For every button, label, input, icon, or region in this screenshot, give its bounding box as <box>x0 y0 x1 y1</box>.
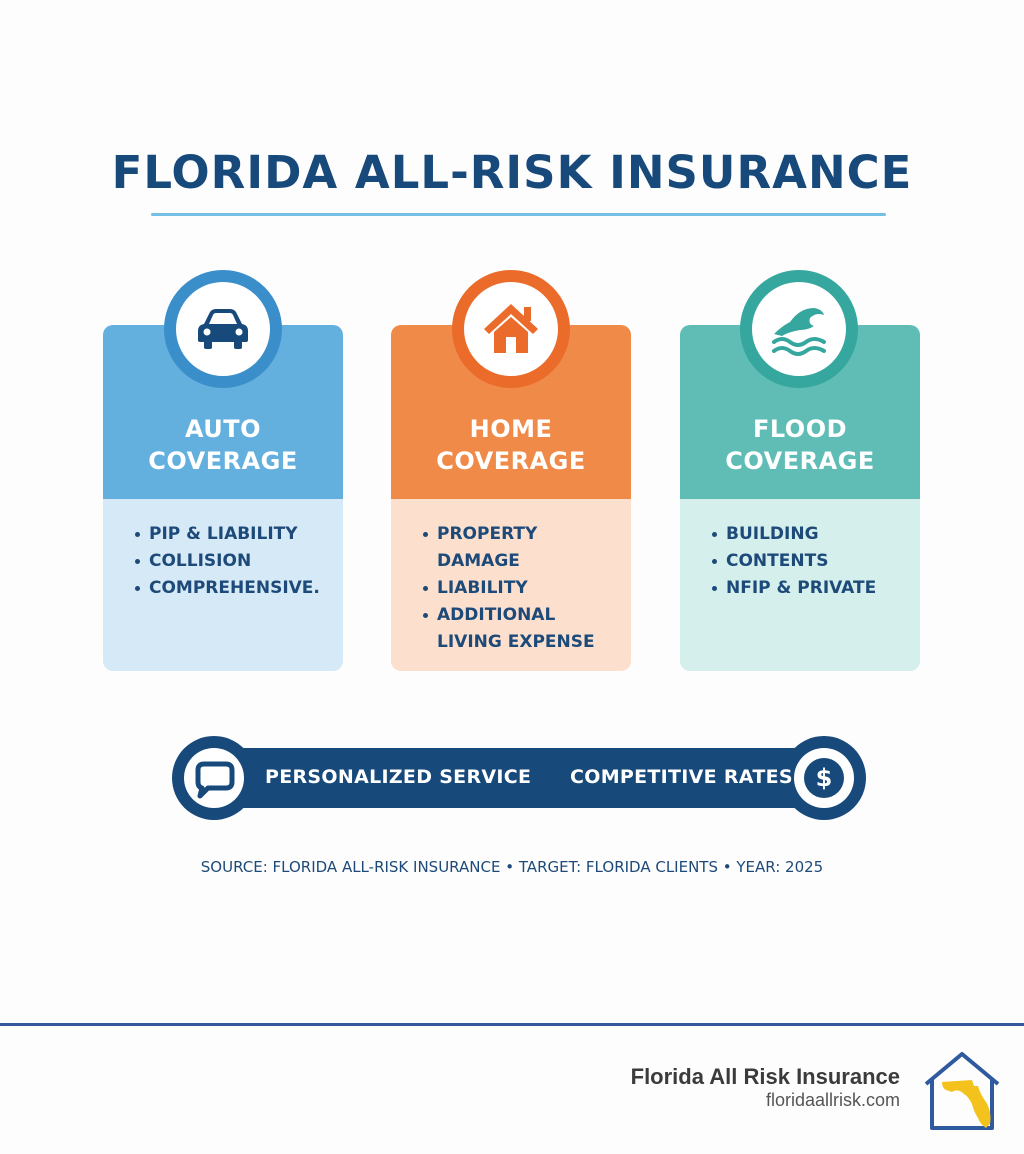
dollar-icon <box>782 736 866 820</box>
title-divider <box>151 213 886 216</box>
house-icon <box>464 282 558 376</box>
wave-icon-badge <box>740 270 858 388</box>
chat-bubble-badge <box>172 736 256 820</box>
dollar-badge <box>782 736 866 820</box>
footer-company-name: Florida All Risk Insurance <box>630 1064 900 1089</box>
home-card-title-line1: HOME <box>469 415 553 443</box>
auto-card-title <box>103 413 343 477</box>
page-title: FLORIDA ALL-RISK INSURANCE <box>111 146 913 199</box>
home-card-title <box>391 413 631 477</box>
list-item: PIP & LIABILITY <box>133 521 333 548</box>
competitive-rates-label: COMPETITIVE RATES <box>570 766 793 788</box>
flood-card-title-line1: FLOOD <box>752 415 848 443</box>
wave-icon <box>752 282 846 376</box>
list-item: PROPERTY DAMAGE <box>421 521 621 575</box>
list-item: COLLISION <box>133 548 333 575</box>
list-item: NFIP & PRIVATE <box>710 575 910 602</box>
svg-text:$: $ <box>815 764 833 792</box>
florida-house-logo-icon <box>920 1048 1004 1138</box>
car-icon <box>176 282 270 376</box>
home-coverage-list <box>421 521 621 656</box>
list-item: COMPREHENSIVE. <box>133 575 333 602</box>
auto-card-title-line2: COVERAGE <box>148 447 298 475</box>
auto-coverage-list <box>133 521 333 602</box>
chat-bubble-icon <box>172 736 256 820</box>
footer-website-link[interactable]: floridaallrisk.com <box>765 1090 900 1110</box>
source-line: SOURCE: FLORIDA ALL-RISK INSURANCE • TARGET: FLORIDA CLIENTS • YEAR: 2025 <box>200 858 824 876</box>
list-item: LIABILITY <box>421 575 621 602</box>
list-item: ADDITIONAL LIVING EXPENSE <box>421 602 621 656</box>
flood-coverage-list <box>710 521 910 602</box>
footer-divider <box>0 1023 1024 1026</box>
car-icon-badge <box>164 270 282 388</box>
house-icon-badge <box>452 270 570 388</box>
list-item: BUILDING <box>710 521 910 548</box>
list-item: CONTENTS <box>710 548 910 575</box>
flood-card-title-line2: COVERAGE <box>725 447 875 475</box>
auto-card-title-line1: AUTO <box>184 415 262 443</box>
home-card-title-line2: COVERAGE <box>436 447 586 475</box>
personalized-service-label: PERSONALIZED SERVICE <box>265 766 532 788</box>
flood-card-title <box>680 413 920 477</box>
